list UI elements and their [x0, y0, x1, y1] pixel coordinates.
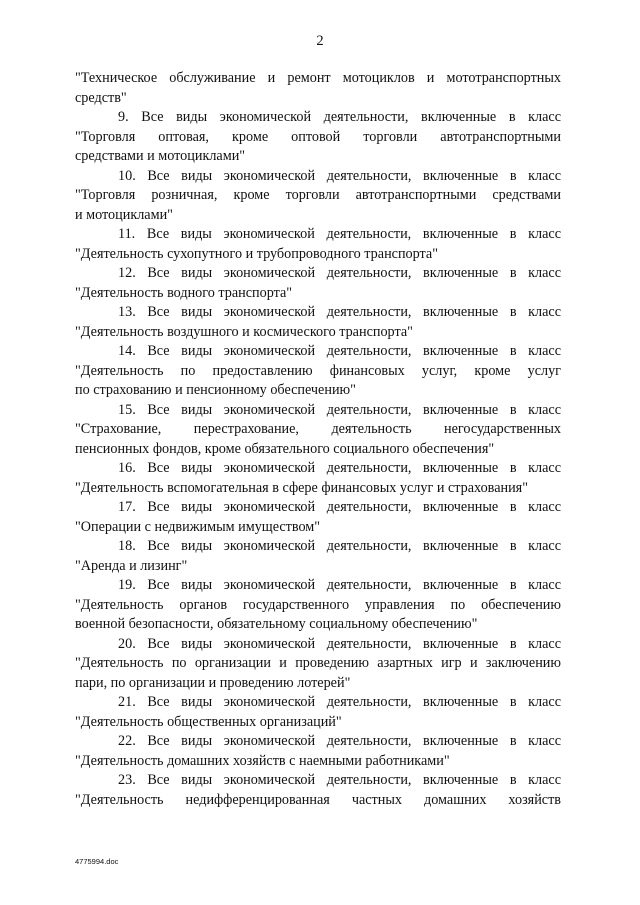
text-line: "Деятельность недифференцированная частных домашних хозяйств: [75, 791, 561, 808]
list-item-heading: 18. Все виды экономической деятельности, включенные в класс: [118, 538, 561, 554]
text-line: "Деятельность воздушного и космического транспорта": [75, 323, 413, 340]
list-item-heading: 12. Все виды экономической деятельности, включенные в класс: [118, 265, 561, 281]
file-name-footer: 4775994.doc: [75, 857, 119, 866]
text-line: "Страхование, перестрахование, деятельность негосударственных: [75, 421, 561, 437]
text-line: "Деятельность домашних хозяйств с наемными работниками": [75, 752, 450, 769]
list-item-heading: 22. Все виды экономической деятельности, включенные в класс: [118, 733, 561, 749]
text-line: и мотоциклами": [75, 206, 173, 223]
list-item-heading: 16. Все виды экономической деятельности, включенные в класс: [118, 460, 561, 476]
text-line: "Торговля розничная, кроме торговли автотранспортными средствами: [75, 187, 561, 203]
document-body: [75, 69, 561, 810]
list-item-heading: 20. Все виды экономической деятельности, включенные в класс: [118, 635, 561, 652]
list-item-heading: 9. Все виды экономической деятельности, включенные в класс: [118, 109, 561, 125]
text-line: "Операции с недвижимым имуществом": [75, 518, 321, 535]
list-item-heading: 23. Все виды экономической деятельности, включенные в класс: [118, 772, 561, 788]
text-line: "Деятельность вспомогательная в сфере финансовых услуг и страхования": [75, 479, 528, 496]
list-item-heading: 13. Все виды экономической деятельности, включенные в класс: [118, 304, 561, 320]
text-line: по страхованию и пенсионному обеспечению": [75, 382, 356, 398]
text-line: "Торговля оптовая, кроме оптовой торговли автотранспортными: [75, 128, 561, 145]
list-item-heading: 15. Все виды экономической деятельности, включенные в класс: [118, 401, 561, 418]
text-line: военной безопасности, обязательному социальному обеспечению": [75, 616, 478, 632]
list-item-heading: 14. Все виды экономической деятельности, включенные в класс: [118, 343, 561, 359]
text-line: пенсионных фондов, кроме обязательного социального обеспечения": [75, 440, 495, 457]
text-line: "Деятельность сухопутного и трубопроводного транспорта": [75, 245, 439, 262]
text-line: "Деятельность общественных организаций": [75, 713, 342, 730]
text-line: средствами и мотоциклами": [75, 148, 246, 164]
list-item-heading: 10. Все виды экономической деятельности, включенные в класс: [118, 167, 561, 184]
list-item-heading: 21. Все виды экономической деятельности, включенные в класс: [118, 694, 561, 710]
page-number: 2: [316, 33, 324, 49]
list-item-heading: 17. Все виды экономической деятельности, включенные в класс: [118, 499, 561, 515]
text-line: пари, по организации и проведению лотерей": [75, 674, 351, 691]
text-line: "Аренда и лизинг": [75, 557, 188, 574]
list-item-heading: 19. Все виды экономической деятельности, включенные в класс: [118, 577, 561, 593]
text-line: "Деятельность водного транспорта": [75, 284, 293, 301]
list-item-heading: 11. Все виды экономической деятельности, включенные в класс: [118, 226, 561, 242]
text-line: "Деятельность по предоставлению финансовых услуг, кроме услуг: [75, 362, 561, 379]
text-line: "Деятельность по организации и проведению азартных игр и заключению: [75, 655, 561, 671]
text-line: "Деятельность органов государственного управления по обеспечению: [75, 596, 561, 613]
text-line: средств": [75, 89, 127, 106]
text-line: "Техническое обслуживание и ремонт мотоциклов и мототранспортных: [75, 70, 561, 86]
